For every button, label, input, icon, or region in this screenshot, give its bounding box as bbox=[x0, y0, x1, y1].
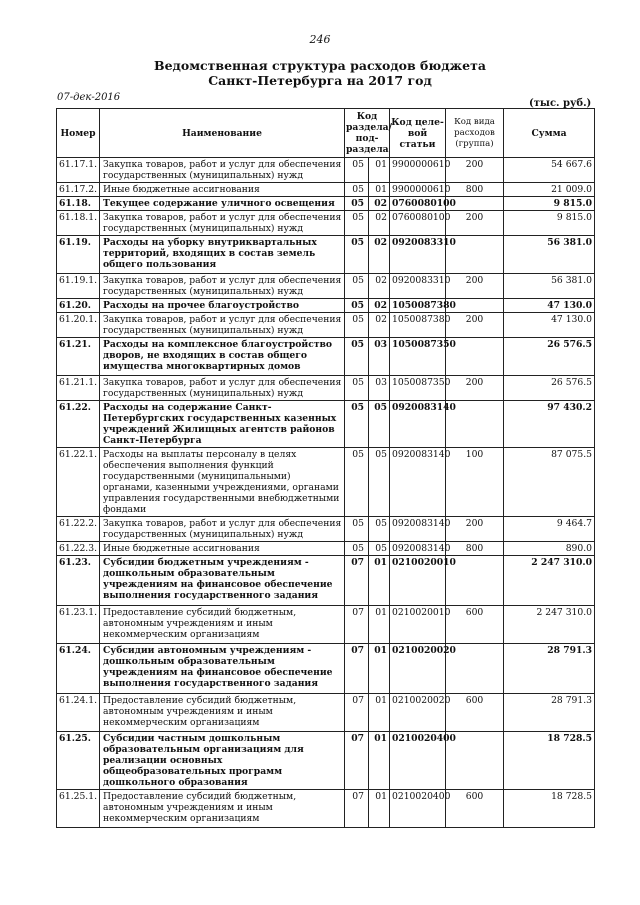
table-row bbox=[57, 274, 595, 299]
row-number: 61.24. bbox=[57, 644, 100, 694]
row-section: 07 bbox=[345, 606, 369, 644]
row-target-code: 0210020400 bbox=[390, 732, 446, 790]
row-number: 61.22.2. bbox=[57, 517, 100, 542]
row-section: 05 bbox=[345, 313, 369, 338]
row-number: 61.23. bbox=[57, 556, 100, 606]
row-expense-type: 200 bbox=[446, 274, 504, 299]
row-number: 61.17.1. bbox=[57, 158, 100, 183]
row-name: Текущее содержание уличного освещения bbox=[100, 197, 345, 211]
table-header-row bbox=[57, 109, 595, 158]
row-number: 61.20.1. bbox=[57, 313, 100, 338]
row-number: 61.22.1. bbox=[57, 448, 100, 517]
row-amount: 9 464.7 bbox=[504, 517, 595, 542]
row-section: 05 bbox=[345, 236, 369, 274]
row-number: 61.24.1. bbox=[57, 694, 100, 732]
table-row bbox=[57, 790, 595, 828]
row-amount: 890.0 bbox=[504, 542, 595, 556]
row-section: 05 bbox=[345, 158, 369, 183]
row-target-code: 0210020020 bbox=[390, 694, 446, 732]
row-section: 05 bbox=[345, 376, 369, 401]
table-row bbox=[57, 694, 595, 732]
row-expense-type: 100 bbox=[446, 448, 504, 517]
table-row bbox=[57, 556, 595, 606]
row-section: 05 bbox=[345, 274, 369, 299]
row-number: 61.22.3. bbox=[57, 542, 100, 556]
row-subsection: 02 bbox=[369, 236, 390, 274]
row-target-code: 0210020400 bbox=[390, 790, 446, 828]
header-name: Наименование bbox=[100, 109, 345, 158]
row-subsection: 02 bbox=[369, 299, 390, 313]
table-row bbox=[57, 401, 595, 448]
row-expense-type: 200 bbox=[446, 313, 504, 338]
row-target-code: 0760080100 bbox=[390, 197, 446, 211]
row-name: Закупка товаров, работ и услуг для обеспечения государственных (муниципальных) нужд bbox=[100, 313, 345, 338]
row-expense-type: 200 bbox=[446, 376, 504, 401]
table-row bbox=[57, 183, 595, 197]
row-number: 61.18.1. bbox=[57, 211, 100, 236]
row-section: 05 bbox=[345, 517, 369, 542]
row-expense-type: 600 bbox=[446, 790, 504, 828]
row-number: 61.23.1. bbox=[57, 606, 100, 644]
row-subsection: 01 bbox=[369, 694, 390, 732]
row-amount: 9 815.0 bbox=[504, 211, 595, 236]
row-target-code: 0920083310 bbox=[390, 274, 446, 299]
row-expense-type: 200 bbox=[446, 158, 504, 183]
row-target-code: 9900000610 bbox=[390, 183, 446, 197]
table-row bbox=[57, 732, 595, 790]
row-name: Закупка товаров, работ и услуг для обеспечения государственных (муниципальных) нужд bbox=[100, 517, 345, 542]
table-row bbox=[57, 644, 595, 694]
table-row bbox=[57, 313, 595, 338]
row-section: 05 bbox=[345, 448, 369, 517]
table-row bbox=[57, 197, 595, 211]
row-section: 07 bbox=[345, 694, 369, 732]
row-number: 61.20. bbox=[57, 299, 100, 313]
row-target-code: 0920083140 bbox=[390, 542, 446, 556]
row-section: 07 bbox=[345, 790, 369, 828]
row-subsection: 01 bbox=[369, 158, 390, 183]
row-section: 05 bbox=[345, 542, 369, 556]
row-name: Закупка товаров, работ и услуг для обеспечения государственных (муниципальных) нужд bbox=[100, 211, 345, 236]
table-row bbox=[57, 542, 595, 556]
table-row bbox=[57, 517, 595, 542]
row-name: Закупка товаров, работ и услуг для обеспечения государственных (муниципальных) нужд bbox=[100, 158, 345, 183]
row-subsection: 01 bbox=[369, 556, 390, 606]
row-amount: 26 576.5 bbox=[504, 376, 595, 401]
units-label: (тыс. руб.) bbox=[529, 98, 592, 109]
row-name: Иные бюджетные ассигнования bbox=[100, 542, 345, 556]
row-amount: 18 728.5 bbox=[504, 790, 595, 828]
row-amount: 28 791.3 bbox=[504, 694, 595, 732]
row-amount: 54 667.6 bbox=[504, 158, 595, 183]
row-subsection: 05 bbox=[369, 448, 390, 517]
row-amount: 9 815.0 bbox=[504, 197, 595, 211]
row-amount: 97 430.2 bbox=[504, 401, 595, 448]
row-name: Расходы на выплаты персоналу в целях обеспечения выполнения функций государственными (муниципальными) органами, казенными учреждениями, органами управления государственными внебюджетными фондами bbox=[100, 448, 345, 517]
row-subsection: 01 bbox=[369, 790, 390, 828]
row-name: Предоставление субсидий бюджетным, автономным учреждениям и иным некоммерческим организациям bbox=[100, 606, 345, 644]
row-section: 07 bbox=[345, 644, 369, 694]
row-name: Расходы на комплексное благоустройство дворов, не входящих в состав общего имущества многоквартирных домов bbox=[100, 338, 345, 376]
row-expense-type: 800 bbox=[446, 542, 504, 556]
page-number: 246 bbox=[309, 33, 331, 46]
row-subsection: 03 bbox=[369, 338, 390, 376]
row-name: Закупка товаров, работ и услуг для обеспечения государственных (муниципальных) нужд bbox=[100, 274, 345, 299]
budget-table bbox=[56, 108, 595, 828]
row-target-code: 0920083310 bbox=[390, 236, 446, 274]
row-amount: 2 247 310.0 bbox=[504, 556, 595, 606]
row-name: Закупка товаров, работ и услуг для обеспечения государственных (муниципальных) нужд bbox=[100, 376, 345, 401]
row-number: 61.18. bbox=[57, 197, 100, 211]
row-number: 61.17.2. bbox=[57, 183, 100, 197]
row-amount: 18 728.5 bbox=[504, 732, 595, 790]
table-row bbox=[57, 376, 595, 401]
document-title bbox=[0, 58, 640, 88]
row-section: 07 bbox=[345, 556, 369, 606]
row-subsection: 02 bbox=[369, 313, 390, 338]
row-target-code: 0210020010 bbox=[390, 606, 446, 644]
row-name: Субсидии бюджетным учреждениям - дошкольным образовательным учреждениям на финансовое обеспечение выполнения государственного задания bbox=[100, 556, 345, 606]
row-name: Расходы на уборку внутриквартальных территорий, входящих в состав земель общего пользования bbox=[100, 236, 345, 274]
title-line-1: Ведомственная структура расходов бюджета bbox=[154, 58, 486, 73]
row-target-code: 1050087380 bbox=[390, 313, 446, 338]
row-expense-type: 800 bbox=[446, 183, 504, 197]
row-target-code: 1050087380 bbox=[390, 299, 446, 313]
row-name: Иные бюджетные ассигнования bbox=[100, 183, 345, 197]
row-section: 05 bbox=[345, 299, 369, 313]
row-number: 61.25.1. bbox=[57, 790, 100, 828]
row-expense-type: 200 bbox=[446, 211, 504, 236]
row-target-code: 0920083140 bbox=[390, 448, 446, 517]
row-section: 05 bbox=[345, 183, 369, 197]
row-amount: 47 130.0 bbox=[504, 313, 595, 338]
row-target-code: 9900000610 bbox=[390, 158, 446, 183]
row-expense-type: 600 bbox=[446, 694, 504, 732]
header-number: Номер bbox=[57, 109, 100, 158]
table-row bbox=[57, 338, 595, 376]
row-section: 05 bbox=[345, 401, 369, 448]
row-target-code: 0760080100 bbox=[390, 211, 446, 236]
row-expense-type: 200 bbox=[446, 517, 504, 542]
row-number: 61.22. bbox=[57, 401, 100, 448]
table-row bbox=[57, 236, 595, 274]
row-subsection: 01 bbox=[369, 732, 390, 790]
row-number: 61.19. bbox=[57, 236, 100, 274]
row-subsection: 05 bbox=[369, 517, 390, 542]
row-number: 61.25. bbox=[57, 732, 100, 790]
row-number: 61.19.1. bbox=[57, 274, 100, 299]
header-target: Код целе-вой статьи bbox=[390, 109, 446, 158]
row-subsection: 02 bbox=[369, 197, 390, 211]
row-target-code: 0210020020 bbox=[390, 644, 446, 694]
row-section: 05 bbox=[345, 197, 369, 211]
row-amount: 26 576.5 bbox=[504, 338, 595, 376]
row-subsection: 01 bbox=[369, 606, 390, 644]
row-amount: 28 791.3 bbox=[504, 644, 595, 694]
row-target-code: 1050087350 bbox=[390, 338, 446, 376]
document-date: 07-дек-2016 bbox=[57, 92, 121, 103]
row-subsection: 01 bbox=[369, 644, 390, 694]
row-amount: 56 381.0 bbox=[504, 274, 595, 299]
row-name: Предоставление субсидий бюджетным, автономным учреждениям и иным некоммерческим организациям bbox=[100, 790, 345, 828]
row-subsection: 05 bbox=[369, 542, 390, 556]
row-amount: 56 381.0 bbox=[504, 236, 595, 274]
row-amount: 2 247 310.0 bbox=[504, 606, 595, 644]
row-expense-type: 600 bbox=[446, 606, 504, 644]
title-line-2: Санкт-Петербурга на 2017 год bbox=[208, 73, 432, 88]
row-name: Расходы на прочее благоустройство bbox=[100, 299, 345, 313]
row-target-code: 0920083140 bbox=[390, 517, 446, 542]
table-row bbox=[57, 606, 595, 644]
header-amount: Сумма bbox=[504, 109, 595, 158]
row-name: Субсидии частным дошкольным образовательным организациям для реализации основных общеобразовательных программ дошкольного образования bbox=[100, 732, 345, 790]
row-section: 05 bbox=[345, 338, 369, 376]
table-row bbox=[57, 448, 595, 517]
row-target-code: 1050087350 bbox=[390, 376, 446, 401]
row-number: 61.21.1. bbox=[57, 376, 100, 401]
row-amount: 87 075.5 bbox=[504, 448, 595, 517]
row-target-code: 0210020010 bbox=[390, 556, 446, 606]
row-amount: 47 130.0 bbox=[504, 299, 595, 313]
table-row bbox=[57, 211, 595, 236]
row-subsection: 01 bbox=[369, 183, 390, 197]
table-row bbox=[57, 158, 595, 183]
row-subsection: 05 bbox=[369, 401, 390, 448]
row-subsection: 03 bbox=[369, 376, 390, 401]
row-target-code: 0920083140 bbox=[390, 401, 446, 448]
row-amount: 21 009.0 bbox=[504, 183, 595, 197]
header-expense-type: Код вида расходов (группа) bbox=[446, 109, 504, 158]
row-subsection: 02 bbox=[369, 274, 390, 299]
header-section: Код раздела/ под-раздела bbox=[345, 109, 390, 158]
row-subsection: 02 bbox=[369, 211, 390, 236]
row-name: Расходы на содержание Санкт-Петербургских государственных казенных учреждений Жилищных агентств районов Санкт-Петербурга bbox=[100, 401, 345, 448]
row-name: Предоставление субсидий бюджетным, автономным учреждениям и иным некоммерческим организациям bbox=[100, 694, 345, 732]
row-number: 61.21. bbox=[57, 338, 100, 376]
row-section: 05 bbox=[345, 211, 369, 236]
row-section: 07 bbox=[345, 732, 369, 790]
row-name: Субсидии автономным учреждениям - дошкольным образовательным учреждениям на финансовое обеспечение выполнения государственного задания bbox=[100, 644, 345, 694]
table-row bbox=[57, 299, 595, 313]
